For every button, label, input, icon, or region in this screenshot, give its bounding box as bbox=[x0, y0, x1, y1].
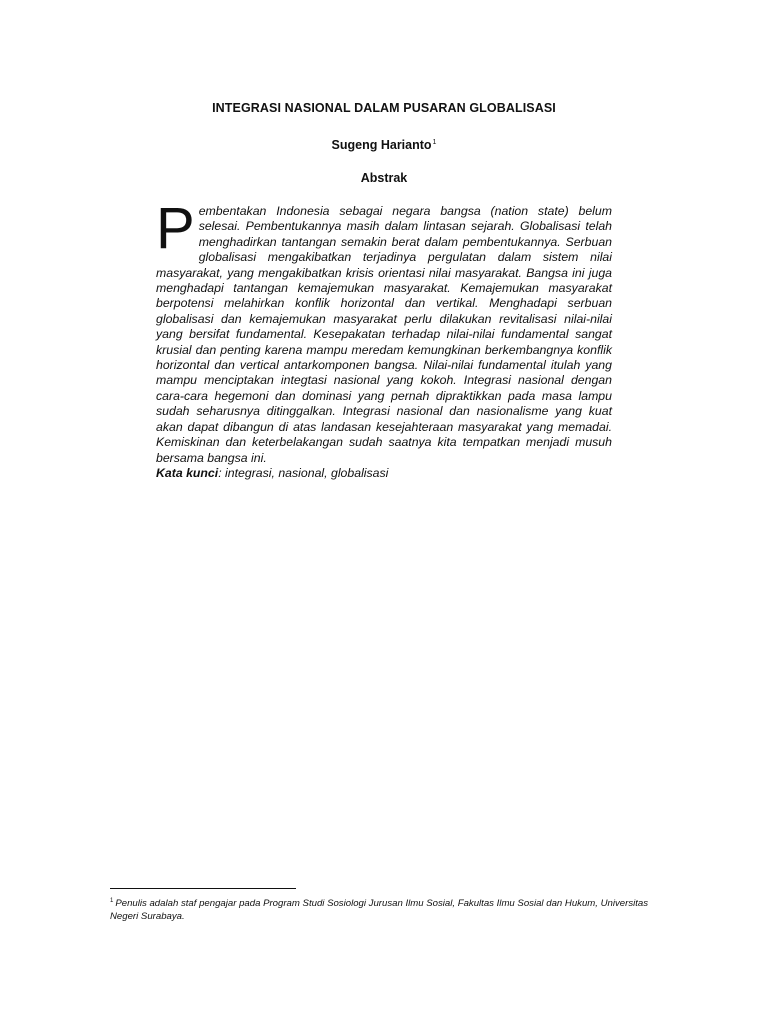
author-name: Sugeng Harianto bbox=[331, 138, 432, 152]
author-line bbox=[0, 138, 768, 152]
abstract-dropcap: P bbox=[156, 196, 195, 261]
abstract-body bbox=[156, 196, 612, 466]
paper-title: INTEGRASI NASIONAL DALAM PUSARAN GLOBALISASI bbox=[212, 101, 556, 115]
keywords-label: Kata kunci bbox=[156, 466, 219, 480]
abstract-text: embentakan Indonesia sebagai negara bangsa (nation state) belum selesai. Pembentukannya masih dalam lintasan sejarah. Globalisasi telah menghadirkan tantangan semakin berat dalam pembentukannya. Serbuan globalisasi mengakibatkan terjadinya pergulatan dalam sistem nilai masyarakat, yang mengakibatkan krisis orientasi nilai masyarakat. Bangsa ini juga menghadapi tantangan kemajemukan masyarakat. Kemajemukan masyarakat berpotensi melahirkan konflik horizontal dan vertikal. Menghadapi serbuan globalisasi dan kemajemukan masyarakat perlu dilakukan revitalisasi nilai-nilai yang bersifat fundamental. Kesepakatan terhadap nilai-nilai fundamental sangat krusial dan penting karena mampu meredam kemungkinan berkembangnya konflik horizontal dan vertical antarkomponen bangsa. Nilai-nilai fundamental itulah yang mampu menciptakan integtasi nasional yang kokoh. Integrasi nasional dengan cara-cara hegemoni dan dominasi yang pernah dipraktikkan pada masa lampu sudah seharusnya ditinggalkan. Integrasi nasional dan nasionalisme yang kuat akan dapat dibangun di atas landasan kesejahteraan masyarakat yang memadai. Kemiskinan dan keterbelakangan sudah saatnya kita tempatkan menjadi musuh bersama bangsa ini. bbox=[156, 204, 612, 465]
footnote-mark: 1 bbox=[110, 898, 114, 904]
keywords-separator: : bbox=[218, 466, 222, 480]
footnote bbox=[110, 895, 662, 923]
footnote-divider bbox=[110, 888, 296, 889]
abstract-heading: Abstrak bbox=[360, 171, 408, 185]
footnote-text: Penulis adalah staf pengajar pada Program Studi Sosiologi Jurusan Ilmu Sosial, Fakultas Ilmu Sosial dan Hukum, Universitas Negeri Surabaya. bbox=[110, 898, 649, 922]
keywords-value: integrasi, nasional, globalisasi bbox=[221, 466, 389, 480]
author-footnote-mark: 1 bbox=[432, 139, 437, 146]
keywords-line bbox=[156, 466, 612, 480]
